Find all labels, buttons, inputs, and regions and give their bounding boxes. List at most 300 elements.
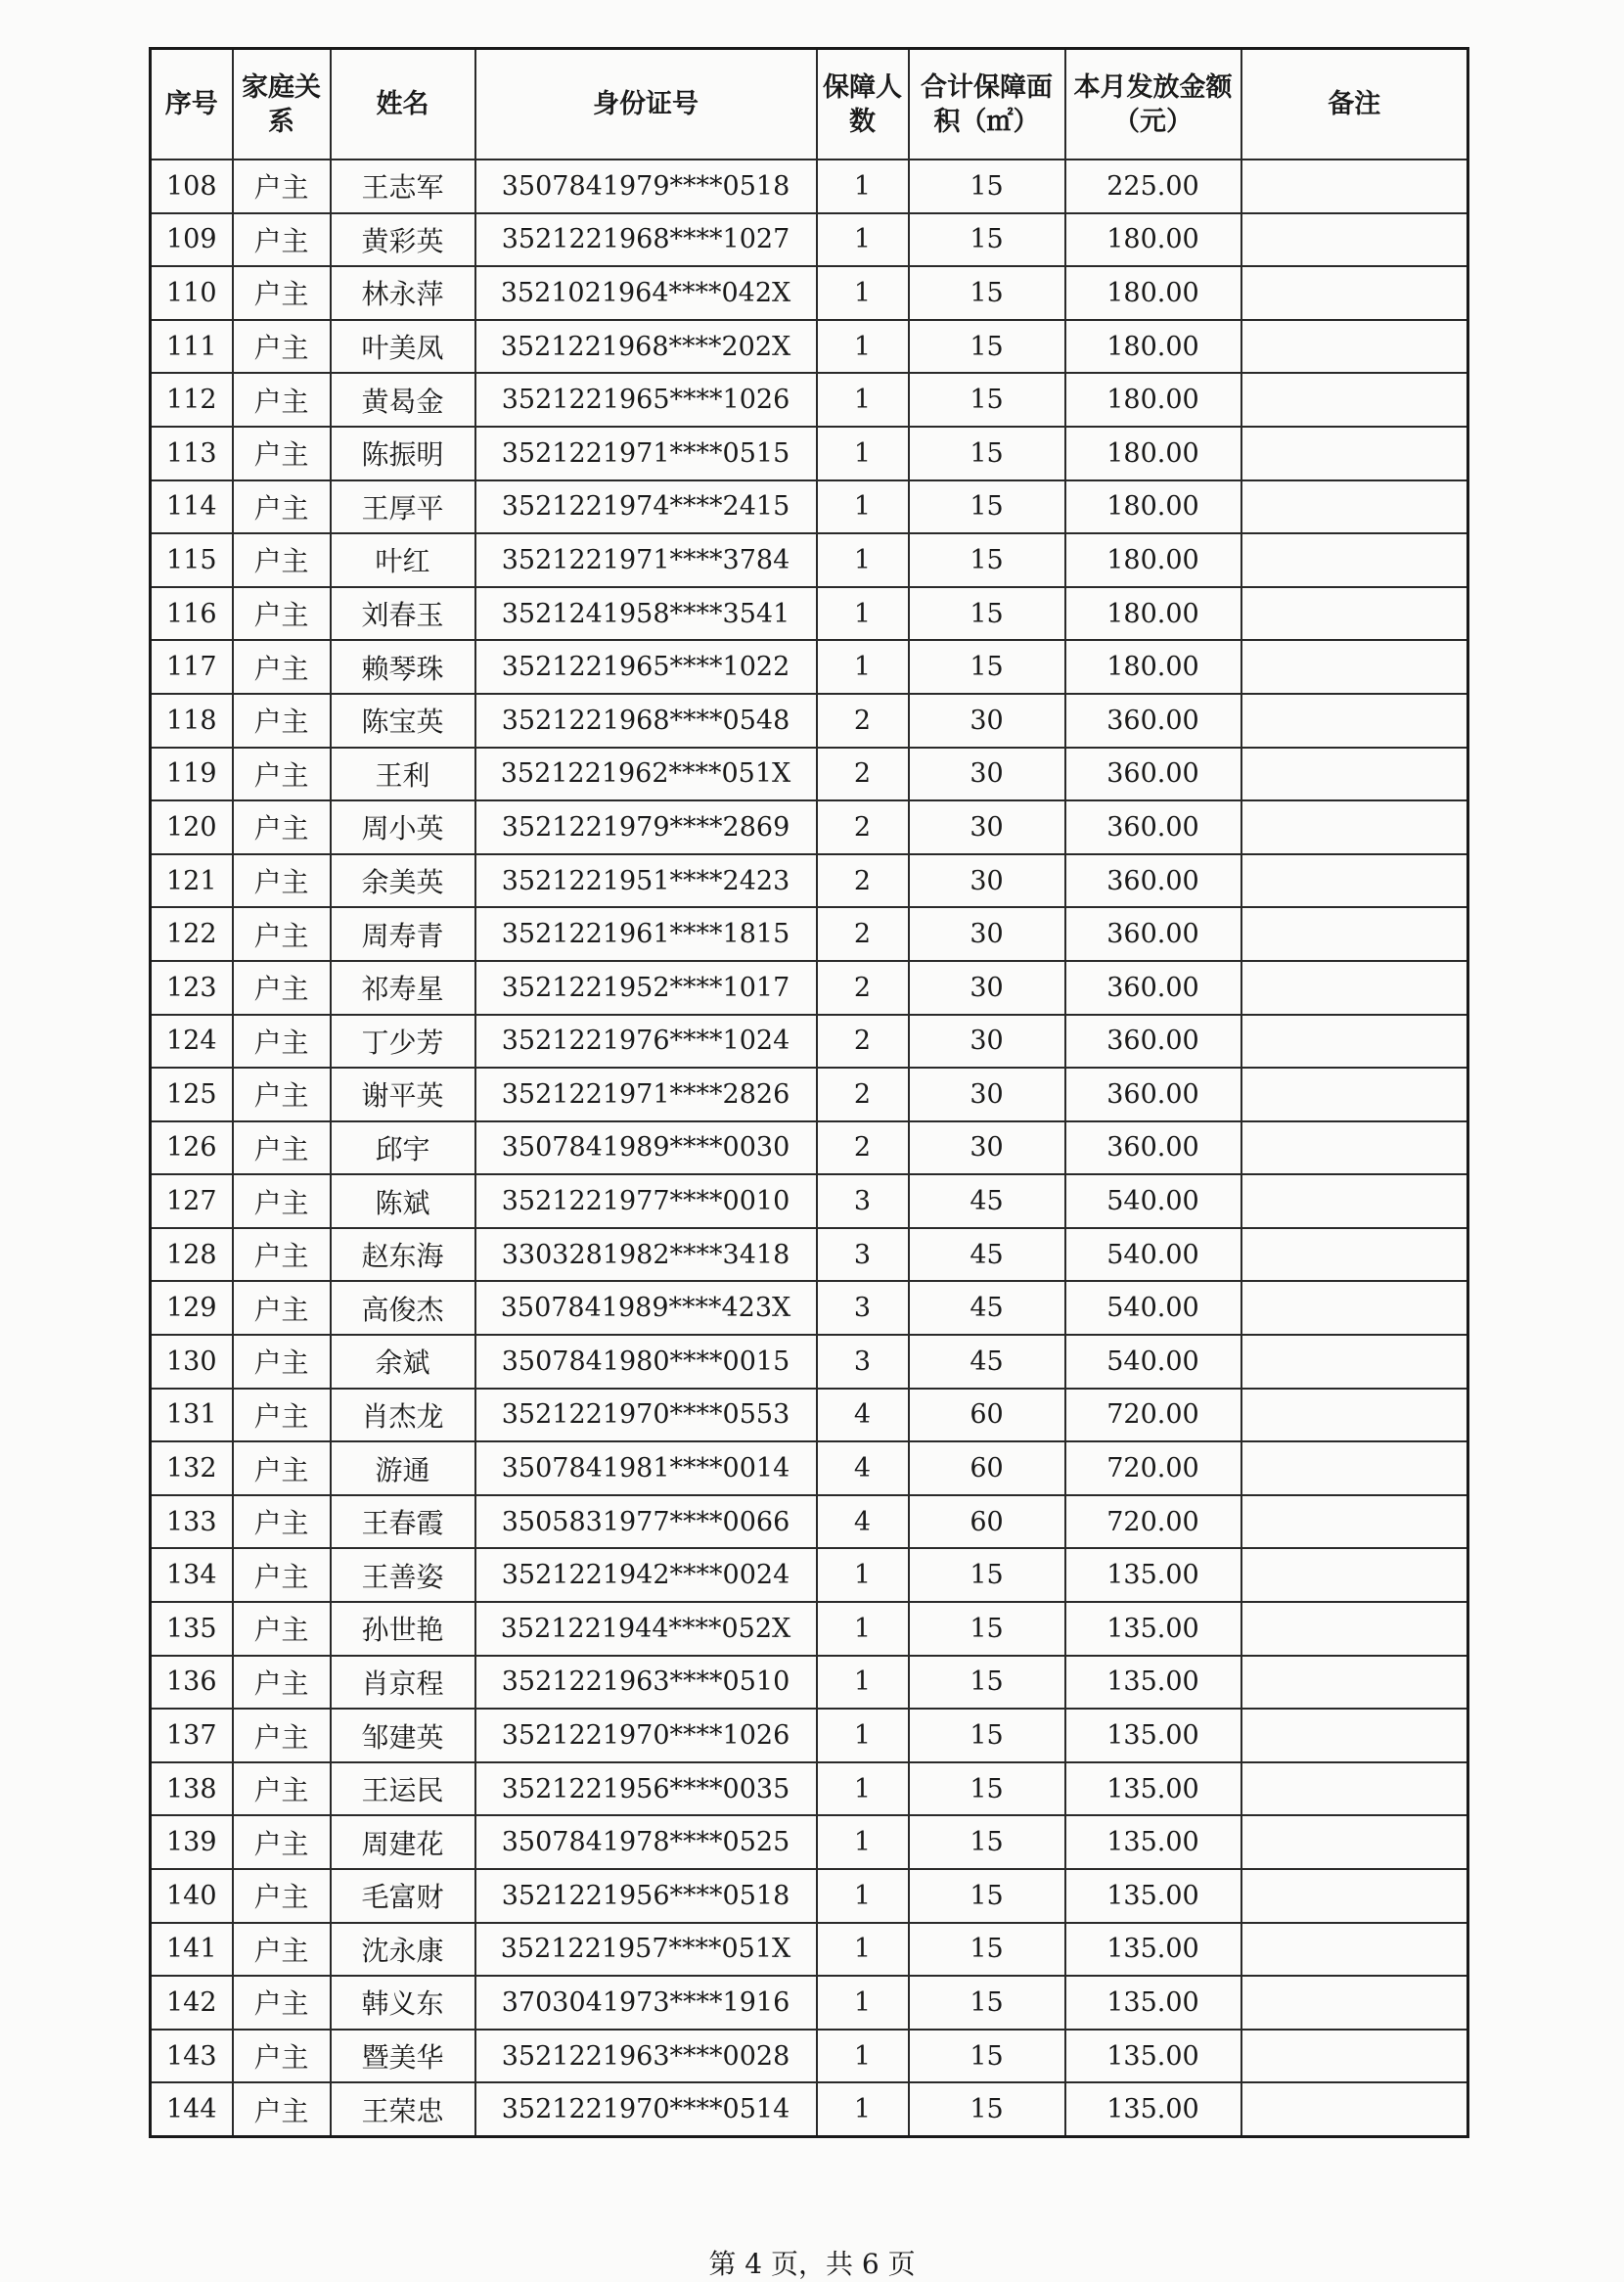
row-id-number: 3703041973****1916 <box>475 1976 817 2030</box>
table-row <box>151 1389 1468 1442</box>
row-name: 叶红 <box>331 533 475 587</box>
row-remarks <box>1241 1335 1468 1389</box>
table-row <box>151 1709 1468 1762</box>
row-area: 15 <box>909 373 1065 427</box>
row-name: 谢平英 <box>331 1068 475 1121</box>
row-index: 142 <box>151 1976 233 2030</box>
row-name: 周小英 <box>331 800 475 854</box>
row-relation: 户主 <box>233 1976 331 2030</box>
row-name: 王春霞 <box>331 1495 475 1549</box>
row-name: 王荣忠 <box>331 2082 475 2136</box>
row-remarks <box>1241 1389 1468 1442</box>
row-area: 15 <box>909 2030 1065 2083</box>
row-area: 15 <box>909 266 1065 320</box>
table-row <box>151 1923 1468 1977</box>
row-people-count: 1 <box>817 213 909 267</box>
row-amount: 540.00 <box>1065 1228 1241 1282</box>
row-index: 133 <box>151 1495 233 1549</box>
document-sheet <box>149 47 1466 2138</box>
row-amount: 540.00 <box>1065 1335 1241 1389</box>
row-name: 黄彩英 <box>331 213 475 267</box>
table-row <box>151 800 1468 854</box>
row-id-number: 3521221952****1017 <box>475 961 817 1015</box>
row-relation: 户主 <box>233 1709 331 1762</box>
row-index: 109 <box>151 213 233 267</box>
row-people-count: 2 <box>817 800 909 854</box>
row-id-number: 3521221974****2415 <box>475 480 817 534</box>
row-index: 122 <box>151 907 233 961</box>
row-relation: 户主 <box>233 587 331 641</box>
row-id-number: 3521021964****042X <box>475 266 817 320</box>
row-id-number: 3521221944****052X <box>475 1602 817 1656</box>
row-name: 周寿青 <box>331 907 475 961</box>
row-area: 15 <box>909 1976 1065 2030</box>
row-area: 30 <box>909 800 1065 854</box>
row-area: 45 <box>909 1335 1065 1389</box>
row-remarks <box>1241 854 1468 908</box>
row-remarks <box>1241 800 1468 854</box>
row-people-count: 1 <box>817 1548 909 1602</box>
row-index: 129 <box>151 1281 233 1335</box>
row-relation: 户主 <box>233 1121 331 1175</box>
row-remarks <box>1241 961 1468 1015</box>
row-index: 123 <box>151 961 233 1015</box>
row-remarks <box>1241 427 1468 480</box>
row-relation: 户主 <box>233 2082 331 2136</box>
row-name: 叶美凤 <box>331 320 475 374</box>
row-area: 30 <box>909 748 1065 801</box>
row-id-number: 3521221956****0035 <box>475 1762 817 1816</box>
row-id-number: 3521221970****0514 <box>475 2082 817 2136</box>
row-amount: 360.00 <box>1065 854 1241 908</box>
row-id-number: 3521221965****1022 <box>475 640 817 694</box>
row-people-count: 1 <box>817 2082 909 2136</box>
row-index: 138 <box>151 1762 233 1816</box>
row-amount: 360.00 <box>1065 694 1241 748</box>
row-id-number: 3521221968****0548 <box>475 694 817 748</box>
row-index: 127 <box>151 1174 233 1228</box>
row-name: 刘春玉 <box>331 587 475 641</box>
row-id-number: 3521221971****3784 <box>475 533 817 587</box>
table-row <box>151 1174 1468 1228</box>
row-people-count: 1 <box>817 2030 909 2083</box>
row-name: 黄曷金 <box>331 373 475 427</box>
row-index: 117 <box>151 640 233 694</box>
row-remarks <box>1241 748 1468 801</box>
header-name: 姓名 <box>331 49 475 160</box>
row-index: 141 <box>151 1923 233 1977</box>
row-remarks <box>1241 213 1468 267</box>
row-relation: 户主 <box>233 694 331 748</box>
table-row <box>151 320 1468 374</box>
row-id-number: 3521221942****0024 <box>475 1548 817 1602</box>
row-remarks <box>1241 1869 1468 1923</box>
table-row <box>151 961 1468 1015</box>
row-index: 108 <box>151 160 233 213</box>
row-people-count: 4 <box>817 1389 909 1442</box>
row-remarks <box>1241 2030 1468 2083</box>
row-amount: 360.00 <box>1065 907 1241 961</box>
row-amount: 180.00 <box>1065 640 1241 694</box>
row-index: 120 <box>151 800 233 854</box>
row-id-number: 3521221977****0010 <box>475 1174 817 1228</box>
row-people-count: 1 <box>817 1602 909 1656</box>
row-remarks <box>1241 1015 1468 1069</box>
row-index: 121 <box>151 854 233 908</box>
row-amount: 180.00 <box>1065 320 1241 374</box>
row-index: 113 <box>151 427 233 480</box>
row-relation: 户主 <box>233 1656 331 1710</box>
row-name: 陈宝英 <box>331 694 475 748</box>
row-name: 王善姿 <box>331 1548 475 1602</box>
row-area: 15 <box>909 1656 1065 1710</box>
row-name: 林永萍 <box>331 266 475 320</box>
row-people-count: 1 <box>817 1869 909 1923</box>
row-id-number: 3521241958****3541 <box>475 587 817 641</box>
table-row <box>151 748 1468 801</box>
row-amount: 180.00 <box>1065 587 1241 641</box>
row-remarks <box>1241 373 1468 427</box>
row-people-count: 3 <box>817 1335 909 1389</box>
row-name: 陈斌 <box>331 1174 475 1228</box>
row-name: 赵东海 <box>331 1228 475 1282</box>
table-row <box>151 427 1468 480</box>
row-people-count: 1 <box>817 427 909 480</box>
row-people-count: 1 <box>817 1762 909 1816</box>
row-amount: 540.00 <box>1065 1281 1241 1335</box>
row-name: 王运民 <box>331 1762 475 1816</box>
row-name: 邹建英 <box>331 1709 475 1762</box>
row-remarks <box>1241 1656 1468 1710</box>
row-id-number: 3521221962****051X <box>475 748 817 801</box>
table-row <box>151 907 1468 961</box>
row-relation: 户主 <box>233 1015 331 1069</box>
row-amount: 180.00 <box>1065 533 1241 587</box>
table-row <box>151 1228 1468 1282</box>
row-id-number: 3521221976****1024 <box>475 1015 817 1069</box>
row-relation: 户主 <box>233 800 331 854</box>
row-id-number: 3521221961****1815 <box>475 907 817 961</box>
row-area: 30 <box>909 1015 1065 1069</box>
row-relation: 户主 <box>233 1281 331 1335</box>
row-name: 余斌 <box>331 1335 475 1389</box>
row-amount: 135.00 <box>1065 1815 1241 1869</box>
row-id-number: 3521221963****0028 <box>475 2030 817 2083</box>
row-amount: 720.00 <box>1065 1495 1241 1549</box>
row-index: 136 <box>151 1656 233 1710</box>
table-row <box>151 1976 1468 2030</box>
row-area: 30 <box>909 1068 1065 1121</box>
row-amount: 360.00 <box>1065 1068 1241 1121</box>
row-people-count: 2 <box>817 1015 909 1069</box>
row-index: 110 <box>151 266 233 320</box>
table-row <box>151 1335 1468 1389</box>
row-id-number: 3505831977****0066 <box>475 1495 817 1549</box>
row-id-number: 3521221971****2826 <box>475 1068 817 1121</box>
row-name: 邱宇 <box>331 1121 475 1175</box>
row-id-number: 3521221951****2423 <box>475 854 817 908</box>
row-area: 15 <box>909 587 1065 641</box>
row-remarks <box>1241 1548 1468 1602</box>
row-area: 30 <box>909 1121 1065 1175</box>
row-area: 45 <box>909 1281 1065 1335</box>
row-relation: 户主 <box>233 1335 331 1389</box>
row-index: 115 <box>151 533 233 587</box>
row-index: 126 <box>151 1121 233 1175</box>
row-name: 肖京程 <box>331 1656 475 1710</box>
row-area: 15 <box>909 1602 1065 1656</box>
row-amount: 135.00 <box>1065 1762 1241 1816</box>
header-people-count: 保障人数 <box>817 49 909 160</box>
row-id-number: 3521221963****0510 <box>475 1656 817 1710</box>
row-remarks <box>1241 1174 1468 1228</box>
row-index: 130 <box>151 1335 233 1389</box>
row-relation: 户主 <box>233 961 331 1015</box>
row-area: 15 <box>909 640 1065 694</box>
row-relation: 户主 <box>233 2030 331 2083</box>
row-area: 15 <box>909 1548 1065 1602</box>
row-amount: 540.00 <box>1065 1174 1241 1228</box>
row-id-number: 3521221957****051X <box>475 1923 817 1977</box>
row-name: 高俊杰 <box>331 1281 475 1335</box>
row-area: 15 <box>909 480 1065 534</box>
row-people-count: 1 <box>817 533 909 587</box>
row-relation: 户主 <box>233 640 331 694</box>
row-index: 125 <box>151 1068 233 1121</box>
row-remarks <box>1241 1495 1468 1549</box>
row-relation: 户主 <box>233 854 331 908</box>
row-amount: 180.00 <box>1065 480 1241 534</box>
row-amount: 135.00 <box>1065 1602 1241 1656</box>
table-row <box>151 1068 1468 1121</box>
row-relation: 户主 <box>233 1174 331 1228</box>
row-remarks <box>1241 1762 1468 1816</box>
row-index: 128 <box>151 1228 233 1282</box>
row-name: 游通 <box>331 1441 475 1495</box>
row-area: 15 <box>909 427 1065 480</box>
row-relation: 户主 <box>233 533 331 587</box>
row-people-count: 1 <box>817 1709 909 1762</box>
table-row <box>151 1548 1468 1602</box>
row-remarks <box>1241 694 1468 748</box>
row-area: 60 <box>909 1389 1065 1442</box>
row-name: 暨美华 <box>331 2030 475 2083</box>
row-area: 30 <box>909 961 1065 1015</box>
row-id-number: 3507841989****423X <box>475 1281 817 1335</box>
row-remarks <box>1241 1441 1468 1495</box>
row-name: 周建花 <box>331 1815 475 1869</box>
table-row <box>151 587 1468 641</box>
row-people-count: 1 <box>817 1656 909 1710</box>
row-people-count: 2 <box>817 748 909 801</box>
row-area: 15 <box>909 1709 1065 1762</box>
row-relation: 户主 <box>233 213 331 267</box>
row-relation: 户主 <box>233 1762 331 1816</box>
table-row <box>151 533 1468 587</box>
row-name: 赖琴珠 <box>331 640 475 694</box>
row-people-count: 1 <box>817 160 909 213</box>
row-relation: 户主 <box>233 1228 331 1282</box>
row-people-count: 2 <box>817 907 909 961</box>
row-relation: 户主 <box>233 480 331 534</box>
table-row <box>151 2082 1468 2136</box>
row-id-number: 3521221979****2869 <box>475 800 817 854</box>
row-remarks <box>1241 587 1468 641</box>
row-name: 丁少芳 <box>331 1015 475 1069</box>
row-relation: 户主 <box>233 160 331 213</box>
row-name: 孙世艳 <box>331 1602 475 1656</box>
table-row <box>151 2030 1468 2083</box>
row-amount: 720.00 <box>1065 1389 1241 1442</box>
row-people-count: 2 <box>817 694 909 748</box>
row-area: 15 <box>909 533 1065 587</box>
row-index: 118 <box>151 694 233 748</box>
row-index: 119 <box>151 748 233 801</box>
row-amount: 135.00 <box>1065 1976 1241 2030</box>
row-id-number: 3521221956****0518 <box>475 1869 817 1923</box>
row-remarks <box>1241 1121 1468 1175</box>
row-remarks <box>1241 533 1468 587</box>
row-amount: 360.00 <box>1065 748 1241 801</box>
row-amount: 225.00 <box>1065 160 1241 213</box>
row-id-number: 3507841989****0030 <box>475 1121 817 1175</box>
row-remarks <box>1241 640 1468 694</box>
row-area: 15 <box>909 1815 1065 1869</box>
row-area: 15 <box>909 1869 1065 1923</box>
row-remarks <box>1241 1923 1468 1977</box>
row-id-number: 3507841978****0525 <box>475 1815 817 1869</box>
row-relation: 户主 <box>233 427 331 480</box>
row-area: 15 <box>909 160 1065 213</box>
row-remarks <box>1241 1281 1468 1335</box>
header-id-number: 身份证号 <box>475 49 817 160</box>
row-index: 140 <box>151 1869 233 1923</box>
row-id-number: 3521221970****0553 <box>475 1389 817 1442</box>
row-area: 30 <box>909 907 1065 961</box>
row-name: 王利 <box>331 748 475 801</box>
row-amount: 135.00 <box>1065 1923 1241 1977</box>
row-people-count: 1 <box>817 320 909 374</box>
table-row <box>151 694 1468 748</box>
row-amount: 360.00 <box>1065 1015 1241 1069</box>
header-area: 合计保障面积（㎡） <box>909 49 1065 160</box>
row-id-number: 3521221968****1027 <box>475 213 817 267</box>
row-name: 王厚平 <box>331 480 475 534</box>
header-relation: 家庭关系 <box>233 49 331 160</box>
row-name: 肖杰龙 <box>331 1389 475 1442</box>
table-row <box>151 160 1468 213</box>
row-id-number: 3521221970****1026 <box>475 1709 817 1762</box>
row-index: 134 <box>151 1548 233 1602</box>
row-relation: 户主 <box>233 1602 331 1656</box>
table-row <box>151 213 1468 267</box>
row-area: 15 <box>909 213 1065 267</box>
row-area: 15 <box>909 1762 1065 1816</box>
row-people-count: 3 <box>817 1281 909 1335</box>
row-relation: 户主 <box>233 1815 331 1869</box>
row-remarks <box>1241 1709 1468 1762</box>
row-people-count: 1 <box>817 640 909 694</box>
row-relation: 户主 <box>233 1548 331 1602</box>
table-row <box>151 1281 1468 1335</box>
row-amount: 180.00 <box>1065 373 1241 427</box>
row-remarks <box>1241 1068 1468 1121</box>
row-people-count: 2 <box>817 1121 909 1175</box>
table-row <box>151 266 1468 320</box>
row-relation: 户主 <box>233 1389 331 1442</box>
row-area: 60 <box>909 1495 1065 1549</box>
row-name: 余美英 <box>331 854 475 908</box>
row-index: 132 <box>151 1441 233 1495</box>
row-remarks <box>1241 2082 1468 2136</box>
row-index: 135 <box>151 1602 233 1656</box>
row-index: 139 <box>151 1815 233 1869</box>
row-remarks <box>1241 266 1468 320</box>
row-amount: 180.00 <box>1065 213 1241 267</box>
row-index: 114 <box>151 480 233 534</box>
row-area: 15 <box>909 2082 1065 2136</box>
header-remarks: 备注 <box>1241 49 1468 160</box>
table-header-row <box>151 49 1468 160</box>
row-amount: 135.00 <box>1065 1869 1241 1923</box>
row-area: 15 <box>909 320 1065 374</box>
row-area: 15 <box>909 1923 1065 1977</box>
row-relation: 户主 <box>233 1869 331 1923</box>
row-relation: 户主 <box>233 1441 331 1495</box>
row-id-number: 3521221971****0515 <box>475 427 817 480</box>
table-row <box>151 640 1468 694</box>
row-people-count: 1 <box>817 1923 909 1977</box>
table-row <box>151 1762 1468 1816</box>
row-name: 沈永康 <box>331 1923 475 1977</box>
row-relation: 户主 <box>233 748 331 801</box>
row-people-count: 2 <box>817 854 909 908</box>
row-index: 143 <box>151 2030 233 2083</box>
row-people-count: 1 <box>817 266 909 320</box>
row-id-number: 3303281982****3418 <box>475 1228 817 1282</box>
table-row <box>151 1121 1468 1175</box>
row-amount: 360.00 <box>1065 961 1241 1015</box>
row-amount: 180.00 <box>1065 427 1241 480</box>
page-number: 第 4 页，共 6 页 <box>708 2248 916 2280</box>
row-amount: 360.00 <box>1065 800 1241 854</box>
row-amount: 360.00 <box>1065 1121 1241 1175</box>
row-people-count: 1 <box>817 587 909 641</box>
table-row <box>151 1015 1468 1069</box>
row-people-count: 3 <box>817 1174 909 1228</box>
row-id-number: 3521221965****1026 <box>475 373 817 427</box>
table-row <box>151 480 1468 534</box>
row-area: 60 <box>909 1441 1065 1495</box>
row-people-count: 1 <box>817 1976 909 2030</box>
row-remarks <box>1241 480 1468 534</box>
row-id-number: 3521221968****202X <box>475 320 817 374</box>
row-id-number: 3507841981****0014 <box>475 1441 817 1495</box>
row-people-count: 3 <box>817 1228 909 1282</box>
row-amount: 720.00 <box>1065 1441 1241 1495</box>
row-remarks <box>1241 160 1468 213</box>
row-people-count: 1 <box>817 1815 909 1869</box>
row-people-count: 4 <box>817 1441 909 1495</box>
row-index: 144 <box>151 2082 233 2136</box>
row-index: 131 <box>151 1389 233 1442</box>
row-remarks <box>1241 320 1468 374</box>
row-people-count: 1 <box>817 480 909 534</box>
table-row <box>151 854 1468 908</box>
table-row <box>151 1815 1468 1869</box>
table-row <box>151 1869 1468 1923</box>
row-remarks <box>1241 1815 1468 1869</box>
